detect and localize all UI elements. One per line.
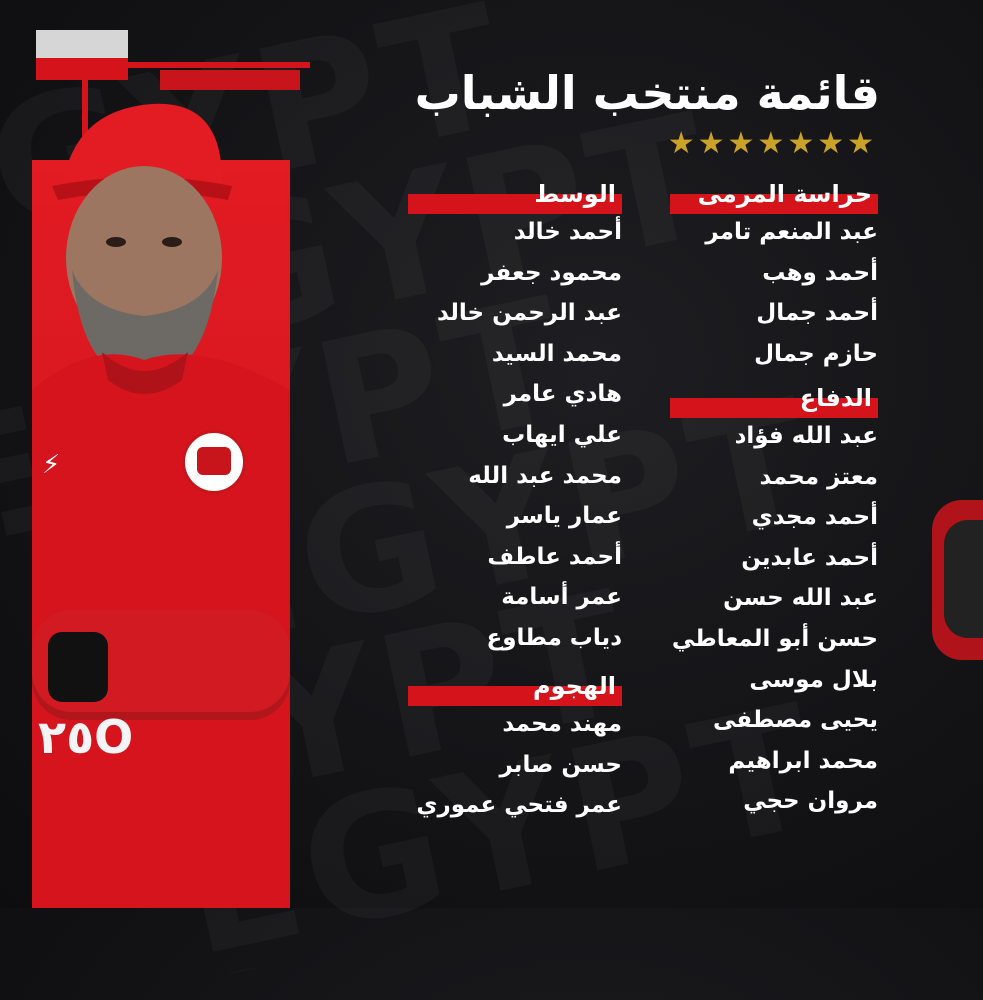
player-name: معتز محمد bbox=[759, 463, 878, 490]
player-name: هادي عامر bbox=[503, 381, 622, 408]
player-name: عمر فتحي عموري bbox=[416, 792, 622, 819]
section-attack bbox=[400, 672, 622, 826]
shirt-number: ٢٥O bbox=[38, 710, 136, 764]
player-name: أحمد جمال bbox=[756, 300, 878, 327]
side-decoration-inner bbox=[944, 520, 983, 638]
section-heading: الوسط bbox=[534, 180, 616, 208]
player-name: عبد الله فؤاد bbox=[734, 423, 878, 449]
player-name: عمر أسامة bbox=[501, 584, 622, 611]
player-list bbox=[400, 212, 622, 659]
player-name: أحمد عاطف bbox=[487, 543, 622, 570]
section-heading: حراسة المرمى bbox=[697, 180, 872, 208]
player-name: عبد الله حسن bbox=[723, 585, 878, 612]
player-name: محمد ابراهيم bbox=[728, 747, 878, 774]
section-defense bbox=[660, 384, 878, 822]
player-list bbox=[660, 212, 878, 374]
player-name: محمود جعفر bbox=[481, 259, 622, 286]
player-name: عبد المنعم تامر bbox=[705, 219, 878, 245]
player-name: دياب مطاوع bbox=[486, 624, 622, 651]
federation-badge-icon bbox=[182, 430, 246, 494]
player-name: بلال موسى bbox=[749, 666, 878, 693]
player-name: محمد عبد الله bbox=[468, 462, 622, 489]
section-heading: الهجوم bbox=[532, 672, 616, 700]
player-name: عبد الرحمن خالد bbox=[436, 300, 622, 327]
player-list bbox=[660, 416, 878, 822]
player-name: حسن أبو المعاطي bbox=[671, 625, 878, 652]
player-name: مهند محمد bbox=[502, 711, 622, 737]
player-name: حازم جمال bbox=[754, 340, 878, 367]
watch-icon bbox=[48, 632, 108, 702]
puma-logo-icon: ⚡ bbox=[42, 450, 61, 480]
section-goalkeepers bbox=[660, 180, 878, 374]
coach-figure bbox=[32, 90, 290, 908]
player-name: أحمد مجدي bbox=[751, 504, 878, 531]
player-name: يحيى مصطفى bbox=[712, 707, 878, 734]
player-name: عمار ياسر bbox=[506, 503, 622, 530]
player-name: علي ايهاب bbox=[502, 421, 622, 448]
section-midfield bbox=[400, 180, 622, 659]
player-name: أحمد وهب bbox=[762, 259, 878, 286]
page-title: قائمة منتخب الشباب bbox=[414, 66, 880, 120]
player-name: أحمد خالد bbox=[513, 219, 622, 245]
player-name: محمد السيد bbox=[491, 340, 622, 367]
player-name: حسن صابر bbox=[499, 751, 622, 778]
player-name: أحمد عابدين bbox=[741, 544, 878, 571]
section-heading: الدفاع bbox=[799, 384, 872, 412]
coach-photo bbox=[32, 90, 290, 908]
stars-rating: ★★★★★★★ bbox=[667, 126, 877, 161]
player-list bbox=[400, 704, 622, 826]
player-name: مروان حجي bbox=[743, 788, 878, 815]
